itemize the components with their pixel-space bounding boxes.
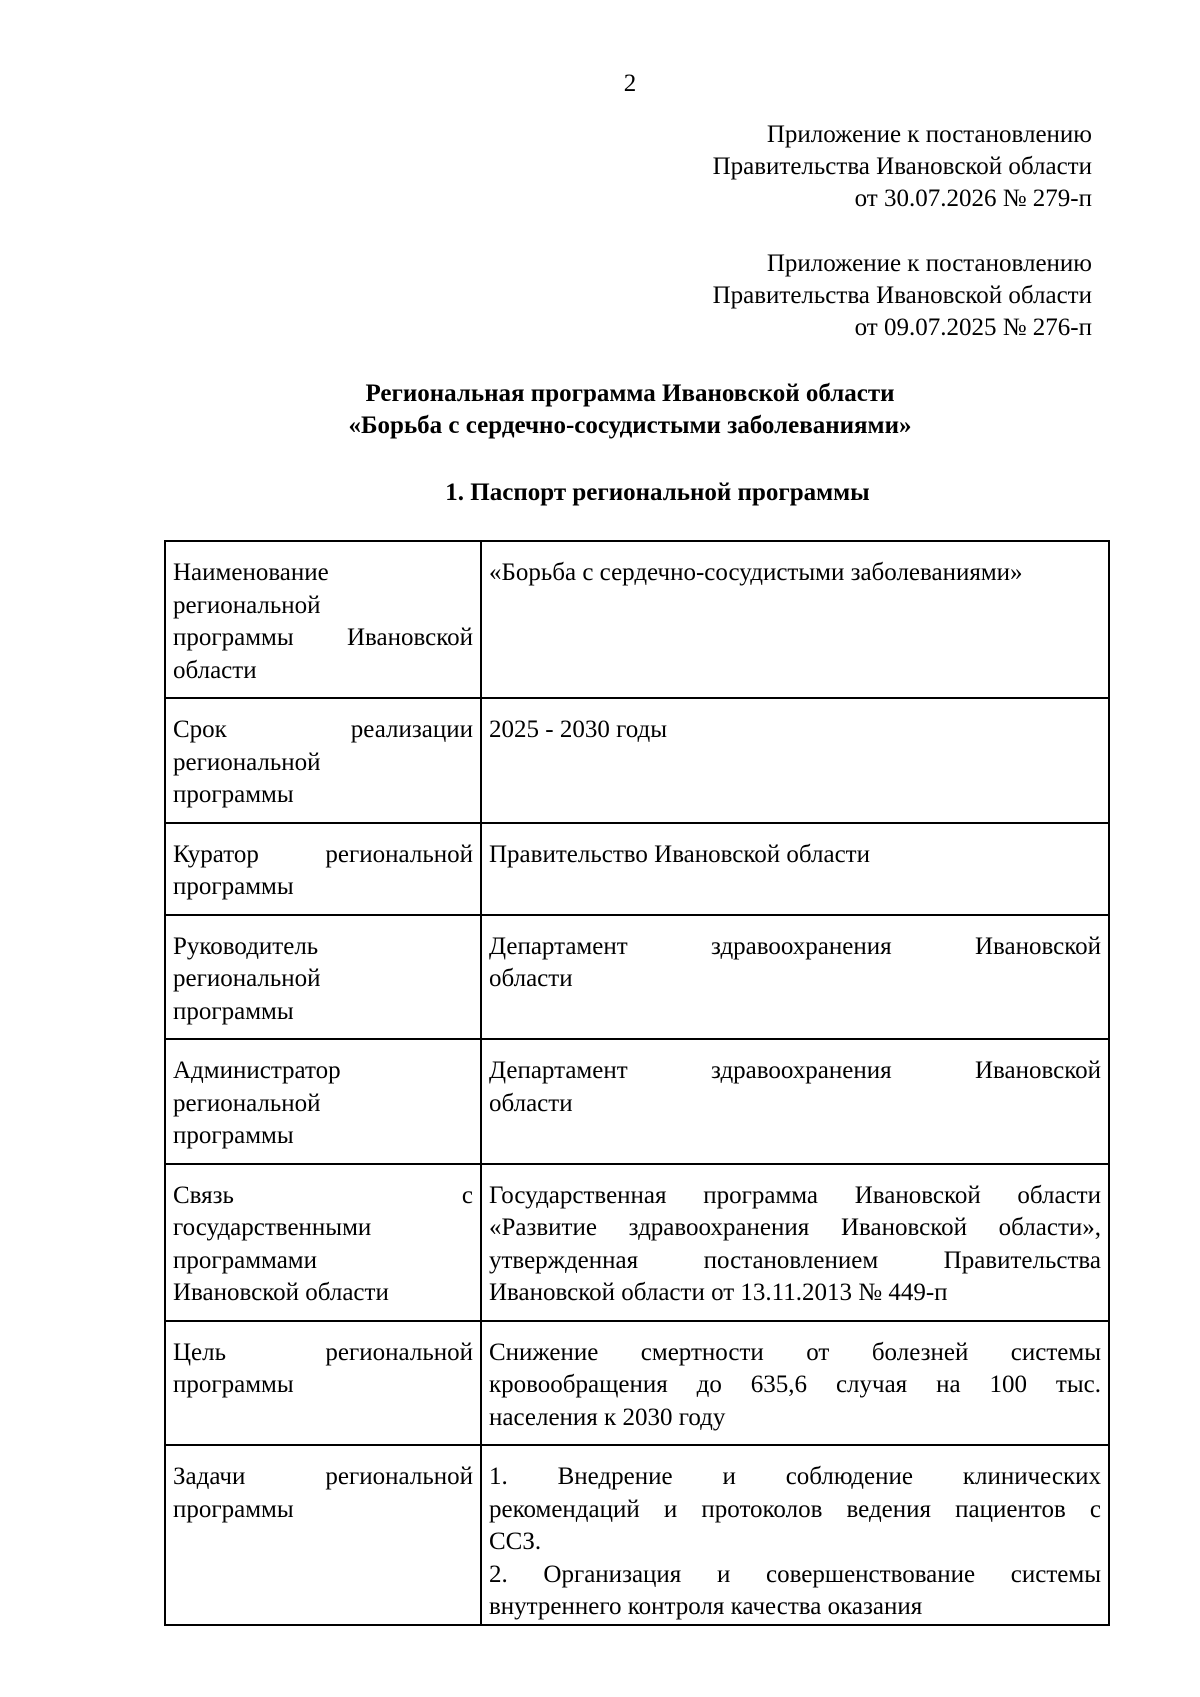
- program-title-line: Региональная программа Ивановской области: [365, 380, 895, 407]
- row-label-cell: [165, 1164, 481, 1321]
- row-label-cell: [165, 1039, 481, 1164]
- table-row: [165, 1039, 1109, 1164]
- table-row: [165, 1321, 1109, 1446]
- appendix-line: Приложение к постановлению: [766, 121, 1092, 148]
- row-label-cell: [165, 915, 481, 1040]
- appendix-note-current: [492, 119, 1092, 215]
- row-value-cell: [481, 823, 1109, 915]
- table-row: [165, 541, 1109, 698]
- cell-text-line: области: [489, 1089, 573, 1117]
- table-row: [165, 915, 1109, 1040]
- passport-table-body: [165, 541, 1109, 1625]
- page-number: 2: [623, 70, 637, 97]
- cell-text-line: Руководитель: [173, 932, 319, 960]
- cell-text-line: Администратор: [173, 1057, 341, 1084]
- row-label-cell: [165, 541, 481, 698]
- row-label-cell: [165, 823, 481, 915]
- cell-text-line: программы: [173, 997, 294, 1025]
- row-value-cell: [481, 698, 1109, 823]
- cell-text-line: «Развитие здравоохранения Ивановской области»,: [489, 1214, 1101, 1241]
- row-value-cell: [481, 1039, 1109, 1164]
- cell-text-line: Ивановской области от 13.11.2013 № 449-п: [489, 1279, 948, 1306]
- cell-text-line: утвержденная постановлением Правительства: [489, 1246, 1101, 1274]
- row-label-cell: [165, 1445, 481, 1625]
- cell-text-line: 1. Внедрение и соблюдение клинических: [489, 1463, 1101, 1490]
- appendix-line: Правительства Ивановской области: [712, 153, 1092, 180]
- program-title: [150, 378, 1110, 442]
- cell-text-line: программами: [173, 1246, 317, 1274]
- row-label-cell: [165, 1321, 481, 1446]
- cell-text-line: региональной: [173, 1089, 321, 1117]
- row-label-cell: [165, 698, 481, 823]
- row-value-cell: [481, 1321, 1109, 1446]
- cell-text-line: программы: [173, 781, 294, 808]
- cell-text-line: ССЗ.: [489, 1528, 542, 1555]
- cell-text-line: кровообращения до 635,6 случая на 100 тыс.: [489, 1371, 1101, 1398]
- cell-text-line: 2025 - 2030 годы: [489, 716, 668, 743]
- cell-text-line: Связь с: [173, 1181, 473, 1209]
- appendix-line: от 30.07.2026 № 279-п: [854, 185, 1092, 212]
- program-title-line: «Борьба с сердечно-сосудистыми заболеваниями»: [348, 412, 912, 439]
- cell-text-line: рекомендаций и протоколов ведения пациентов с: [489, 1495, 1101, 1523]
- appendix-line: от 09.07.2025 № 276-п: [854, 314, 1092, 341]
- cell-text-line: программы: [173, 1495, 294, 1523]
- row-value-cell: [481, 915, 1109, 1040]
- row-value-cell: [481, 1445, 1109, 1625]
- cell-text-line: Куратор региональной: [173, 840, 473, 868]
- cell-text-line: области: [173, 656, 257, 684]
- cell-text-line: «Борьба с сердечно-сосудистыми заболеваниями»: [489, 559, 1023, 586]
- passport-table: [164, 540, 1110, 1626]
- cell-text-line: Срок реализации: [173, 716, 473, 743]
- cell-text-line: внутреннего контроля качества оказания: [489, 1593, 923, 1620]
- table-row: [165, 823, 1109, 915]
- row-value-cell: [481, 541, 1109, 698]
- cell-text-line: Цель региональной: [173, 1338, 473, 1366]
- cell-text-line: Государственная программа Ивановской области: [489, 1181, 1101, 1209]
- table-row: [165, 1164, 1109, 1321]
- cell-text-line: 2. Организация и совершенствование системы: [489, 1560, 1101, 1588]
- cell-text-line: региональной: [173, 748, 321, 776]
- cell-text-line: населения к 2030 году: [489, 1403, 726, 1431]
- appendix-line: Приложение к постановлению: [766, 250, 1092, 277]
- cell-text-line: программы: [173, 873, 294, 900]
- cell-text-line: Департамент здравоохранения Ивановской: [489, 932, 1101, 960]
- cell-text-line: области: [489, 965, 573, 992]
- cell-text-line: Снижение смертности от болезней системы: [489, 1338, 1101, 1366]
- section-heading: 1. Паспорт региональной программы: [445, 479, 870, 506]
- cell-text-line: Наименование: [173, 559, 329, 586]
- cell-text-line: Департамент здравоохранения Ивановской: [489, 1057, 1101, 1084]
- row-value-cell: [481, 1164, 1109, 1321]
- cell-text-line: региональной: [173, 965, 321, 992]
- appendix-line: Правительства Ивановской области: [712, 282, 1092, 309]
- cell-text-line: программы Ивановской: [173, 624, 473, 651]
- appendix-note-original: [492, 248, 1092, 344]
- table-row: [165, 1445, 1109, 1625]
- cell-text-line: Ивановской области: [173, 1279, 389, 1306]
- cell-text-line: региональной: [173, 591, 321, 619]
- cell-text-line: государственными: [173, 1214, 372, 1241]
- table-row: [165, 698, 1109, 823]
- cell-text-line: программы: [173, 1371, 294, 1398]
- cell-text-line: Задачи региональной: [173, 1463, 473, 1490]
- cell-text-line: Правительство Ивановской области: [489, 840, 870, 868]
- cell-text-line: программы: [173, 1122, 294, 1149]
